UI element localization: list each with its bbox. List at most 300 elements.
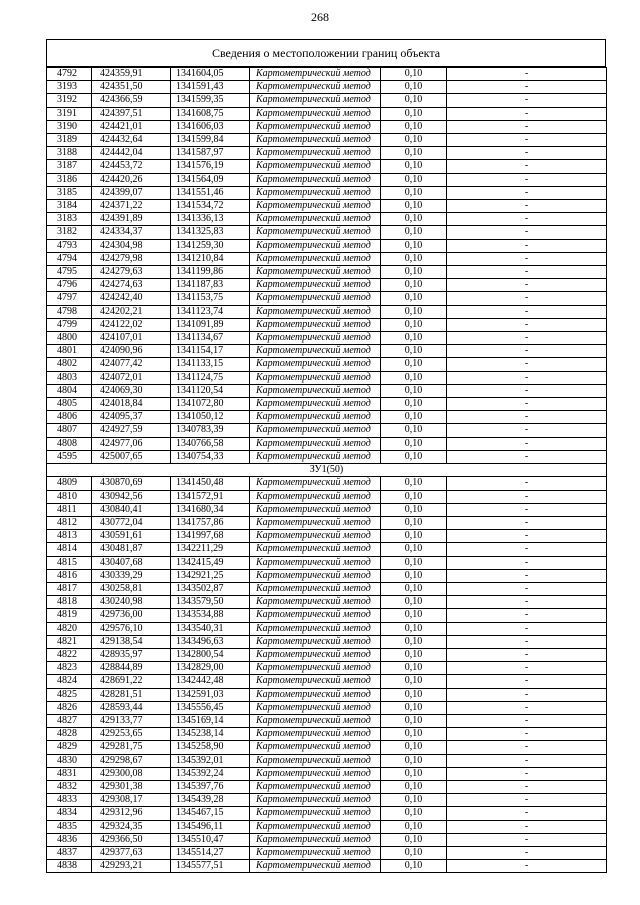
note-cell: - xyxy=(447,305,607,318)
table-row xyxy=(47,200,607,213)
accuracy-cell: 0,10 xyxy=(381,305,447,318)
x-coordinate-cell: 424421,01 xyxy=(92,120,171,133)
note-cell: - xyxy=(447,556,607,569)
y-coordinate-cell: 1341091,89 xyxy=(171,318,250,331)
y-coordinate-cell: 1342921,25 xyxy=(171,569,250,582)
method-cell: Картометрический метод xyxy=(250,820,381,833)
note-cell: - xyxy=(447,173,607,186)
y-coordinate-cell: 1341154,17 xyxy=(171,345,250,358)
note-cell: - xyxy=(447,754,607,767)
x-coordinate-cell: 424351,50 xyxy=(92,81,171,94)
method-cell: Картометрический метод xyxy=(250,371,381,384)
accuracy-cell: 0,10 xyxy=(381,398,447,411)
x-coordinate-cell: 424072,01 xyxy=(92,371,171,384)
accuracy-cell: 0,10 xyxy=(381,556,447,569)
method-cell: Картометрический метод xyxy=(250,780,381,793)
x-coordinate-cell: 429308,17 xyxy=(92,794,171,807)
x-coordinate-cell: 430942,56 xyxy=(92,490,171,503)
method-cell: Картометрический метод xyxy=(250,754,381,767)
x-coordinate-cell: 430339,29 xyxy=(92,569,171,582)
y-coordinate-cell: 1342591,03 xyxy=(171,688,250,701)
accuracy-cell: 0,10 xyxy=(381,411,447,424)
accuracy-cell: 0,10 xyxy=(381,767,447,780)
point-number-cell: 3189 xyxy=(47,134,92,147)
x-coordinate-cell: 430772,04 xyxy=(92,516,171,529)
table-row xyxy=(47,134,607,147)
y-coordinate-cell: 1345510,47 xyxy=(171,833,250,846)
y-coordinate-cell: 1340754,33 xyxy=(171,450,250,463)
method-cell: Картометрический метод xyxy=(250,160,381,173)
note-cell: - xyxy=(447,200,607,213)
method-cell: Картометрический метод xyxy=(250,107,381,120)
method-cell: Картометрический метод xyxy=(250,120,381,133)
y-coordinate-cell: 1341604,05 xyxy=(171,68,250,81)
y-coordinate-cell: 1341050,12 xyxy=(171,411,250,424)
method-cell: Картометрический метод xyxy=(250,411,381,424)
table-row xyxy=(47,490,607,503)
accuracy-cell: 0,10 xyxy=(381,437,447,450)
coordinates-table xyxy=(46,67,607,873)
y-coordinate-cell: 1345514,27 xyxy=(171,846,250,859)
table-row xyxy=(47,807,607,820)
table-row xyxy=(47,107,607,120)
method-cell: Картометрический метод xyxy=(250,582,381,595)
method-cell: Картометрический метод xyxy=(250,450,381,463)
method-cell: Картометрический метод xyxy=(250,767,381,780)
table-row xyxy=(47,846,607,859)
note-cell: - xyxy=(447,186,607,199)
point-number-cell: 4825 xyxy=(47,688,92,701)
note-cell: - xyxy=(447,807,607,820)
note-cell: - xyxy=(447,398,607,411)
note-cell: - xyxy=(447,596,607,609)
x-coordinate-cell: 424977,06 xyxy=(92,437,171,450)
point-number-cell: 3182 xyxy=(47,226,92,239)
accuracy-cell: 0,10 xyxy=(381,384,447,397)
y-coordinate-cell: 1345577,51 xyxy=(171,860,250,873)
accuracy-cell: 0,10 xyxy=(381,820,447,833)
accuracy-cell: 0,10 xyxy=(381,543,447,556)
accuracy-cell: 0,10 xyxy=(381,81,447,94)
method-cell: Картометрический метод xyxy=(250,516,381,529)
point-number-cell: 4824 xyxy=(47,675,92,688)
method-cell: Картометрический метод xyxy=(250,569,381,582)
table-row xyxy=(47,450,607,463)
accuracy-cell: 0,10 xyxy=(381,371,447,384)
note-cell: - xyxy=(447,134,607,147)
note-cell: - xyxy=(447,490,607,503)
accuracy-cell: 0,10 xyxy=(381,780,447,793)
x-coordinate-cell: 424927,59 xyxy=(92,424,171,437)
x-coordinate-cell: 425007,65 xyxy=(92,450,171,463)
method-cell: Картометрический метод xyxy=(250,833,381,846)
accuracy-cell: 0,10 xyxy=(381,332,447,345)
note-cell: - xyxy=(447,450,607,463)
point-number-cell: 4823 xyxy=(47,662,92,675)
method-cell: Картометрический метод xyxy=(250,675,381,688)
accuracy-cell: 0,10 xyxy=(381,134,447,147)
table-row xyxy=(47,160,607,173)
note-cell: - xyxy=(447,609,607,622)
method-cell: Картометрический метод xyxy=(250,186,381,199)
note-cell: - xyxy=(447,332,607,345)
y-coordinate-cell: 1340783,39 xyxy=(171,424,250,437)
y-coordinate-cell: 1340766,58 xyxy=(171,437,250,450)
accuracy-cell: 0,10 xyxy=(381,107,447,120)
table-row xyxy=(47,596,607,609)
point-number-cell: 4828 xyxy=(47,728,92,741)
accuracy-cell: 0,10 xyxy=(381,701,447,714)
x-coordinate-cell: 429377,63 xyxy=(92,846,171,859)
point-number-cell: 4812 xyxy=(47,516,92,529)
method-cell: Картометрический метод xyxy=(250,424,381,437)
y-coordinate-cell: 1342415,49 xyxy=(171,556,250,569)
point-number-cell: 4830 xyxy=(47,754,92,767)
point-number-cell: 3187 xyxy=(47,160,92,173)
accuracy-cell: 0,10 xyxy=(381,807,447,820)
table-row xyxy=(47,569,607,582)
y-coordinate-cell: 1341153,75 xyxy=(171,292,250,305)
accuracy-cell: 0,10 xyxy=(381,450,447,463)
table-row xyxy=(47,68,607,81)
table-row xyxy=(47,147,607,160)
x-coordinate-cell: 430870,69 xyxy=(92,477,171,490)
table-row xyxy=(47,411,607,424)
table-row xyxy=(47,226,607,239)
y-coordinate-cell: 1345496,11 xyxy=(171,820,250,833)
table-row xyxy=(47,767,607,780)
table-row xyxy=(47,358,607,371)
y-coordinate-cell: 1342800,54 xyxy=(171,648,250,661)
table-row xyxy=(47,279,607,292)
y-coordinate-cell: 1341124,75 xyxy=(171,371,250,384)
y-coordinate-cell: 1343496,63 xyxy=(171,635,250,648)
x-coordinate-cell: 429293,21 xyxy=(92,860,171,873)
section-label: ЗУ1(50) xyxy=(47,464,607,477)
accuracy-cell: 0,10 xyxy=(381,266,447,279)
table-row xyxy=(47,662,607,675)
accuracy-cell: 0,10 xyxy=(381,622,447,635)
accuracy-cell: 0,10 xyxy=(381,147,447,160)
accuracy-cell: 0,10 xyxy=(381,424,447,437)
table-row xyxy=(47,833,607,846)
point-number-cell: 4803 xyxy=(47,371,92,384)
accuracy-cell: 0,10 xyxy=(381,173,447,186)
table-row xyxy=(47,173,607,186)
accuracy-cell: 0,10 xyxy=(381,345,447,358)
x-coordinate-cell: 424442,04 xyxy=(92,147,171,160)
accuracy-cell: 0,10 xyxy=(381,675,447,688)
point-number-cell: 3185 xyxy=(47,186,92,199)
x-coordinate-cell: 428844,89 xyxy=(92,662,171,675)
point-number-cell: 4794 xyxy=(47,252,92,265)
point-number-cell: 4802 xyxy=(47,358,92,371)
x-coordinate-cell: 424202,21 xyxy=(92,305,171,318)
x-coordinate-cell: 424366,59 xyxy=(92,94,171,107)
point-number-cell: 4829 xyxy=(47,741,92,754)
x-coordinate-cell: 424304,98 xyxy=(92,239,171,252)
table-row xyxy=(47,318,607,331)
point-number-cell: 4831 xyxy=(47,767,92,780)
y-coordinate-cell: 1345439,28 xyxy=(171,794,250,807)
y-coordinate-cell: 1341199,86 xyxy=(171,266,250,279)
method-cell: Картометрический метод xyxy=(250,332,381,345)
method-cell: Картометрический метод xyxy=(250,226,381,239)
method-cell: Картометрический метод xyxy=(250,490,381,503)
note-cell: - xyxy=(447,767,607,780)
x-coordinate-cell: 429138,54 xyxy=(92,635,171,648)
note-cell: - xyxy=(447,107,607,120)
y-coordinate-cell: 1345258,90 xyxy=(171,741,250,754)
accuracy-cell: 0,10 xyxy=(381,794,447,807)
y-coordinate-cell: 1341072,80 xyxy=(171,398,250,411)
x-coordinate-cell: 424391,89 xyxy=(92,213,171,226)
method-cell: Картометрический метод xyxy=(250,398,381,411)
note-cell: - xyxy=(447,582,607,595)
note-cell: - xyxy=(447,239,607,252)
accuracy-cell: 0,10 xyxy=(381,292,447,305)
x-coordinate-cell: 430240,98 xyxy=(92,596,171,609)
table-row xyxy=(47,780,607,793)
accuracy-cell: 0,10 xyxy=(381,569,447,582)
point-number-cell: 4800 xyxy=(47,332,92,345)
y-coordinate-cell: 1341336,13 xyxy=(171,213,250,226)
y-coordinate-cell: 1342829,00 xyxy=(171,662,250,675)
x-coordinate-cell: 424399,07 xyxy=(92,186,171,199)
note-cell: - xyxy=(447,266,607,279)
note-cell: - xyxy=(447,648,607,661)
x-coordinate-cell: 430258,81 xyxy=(92,582,171,595)
note-cell: - xyxy=(447,662,607,675)
note-cell: - xyxy=(447,820,607,833)
point-number-cell: 3186 xyxy=(47,173,92,186)
accuracy-cell: 0,10 xyxy=(381,741,447,754)
accuracy-cell: 0,10 xyxy=(381,582,447,595)
accuracy-cell: 0,10 xyxy=(381,596,447,609)
table-row xyxy=(47,582,607,595)
table-row xyxy=(47,437,607,450)
accuracy-cell: 0,10 xyxy=(381,714,447,727)
accuracy-cell: 0,10 xyxy=(381,728,447,741)
method-cell: Картометрический метод xyxy=(250,68,381,81)
table-row xyxy=(47,305,607,318)
x-coordinate-cell: 424432,64 xyxy=(92,134,171,147)
note-cell: - xyxy=(447,635,607,648)
point-number-cell: 4792 xyxy=(47,68,92,81)
y-coordinate-cell: 1341120,54 xyxy=(171,384,250,397)
accuracy-cell: 0,10 xyxy=(381,186,447,199)
table-row xyxy=(47,543,607,556)
accuracy-cell: 0,10 xyxy=(381,490,447,503)
y-coordinate-cell: 1341551,46 xyxy=(171,186,250,199)
point-number-cell: 4796 xyxy=(47,279,92,292)
point-number-cell: 3191 xyxy=(47,107,92,120)
method-cell: Картометрический метод xyxy=(250,556,381,569)
table-row xyxy=(47,371,607,384)
method-cell: Картометрический метод xyxy=(250,200,381,213)
point-number-cell: 4834 xyxy=(47,807,92,820)
table-row xyxy=(47,622,607,635)
note-cell: - xyxy=(447,160,607,173)
x-coordinate-cell: 429324,35 xyxy=(92,820,171,833)
note-cell: - xyxy=(447,437,607,450)
accuracy-cell: 0,10 xyxy=(381,635,447,648)
accuracy-cell: 0,10 xyxy=(381,318,447,331)
note-cell: - xyxy=(447,279,607,292)
note-cell: - xyxy=(447,688,607,701)
point-number-cell: 4806 xyxy=(47,411,92,424)
accuracy-cell: 0,10 xyxy=(381,239,447,252)
method-cell: Картометрический метод xyxy=(250,609,381,622)
point-number-cell: 3184 xyxy=(47,200,92,213)
y-coordinate-cell: 1343534,88 xyxy=(171,609,250,622)
table-row xyxy=(47,701,607,714)
method-cell: Картометрический метод xyxy=(250,543,381,556)
table-row xyxy=(47,120,607,133)
point-number-cell: 3188 xyxy=(47,147,92,160)
x-coordinate-cell: 430591,61 xyxy=(92,530,171,543)
y-coordinate-cell: 1342442,48 xyxy=(171,675,250,688)
y-coordinate-cell: 1343579,50 xyxy=(171,596,250,609)
table-row xyxy=(47,266,607,279)
point-number-cell: 3190 xyxy=(47,120,92,133)
method-cell: Картометрический метод xyxy=(250,688,381,701)
point-number-cell: 4799 xyxy=(47,318,92,331)
x-coordinate-cell: 424077,42 xyxy=(92,358,171,371)
note-cell: - xyxy=(447,701,607,714)
y-coordinate-cell: 1341576,19 xyxy=(171,160,250,173)
x-coordinate-cell: 424359,91 xyxy=(92,68,171,81)
note-cell: - xyxy=(447,358,607,371)
point-number-cell: 3183 xyxy=(47,213,92,226)
method-cell: Картометрический метод xyxy=(250,662,381,675)
table-row xyxy=(47,345,607,358)
x-coordinate-cell: 429133,77 xyxy=(92,714,171,727)
table-row xyxy=(47,384,607,397)
y-coordinate-cell: 1343502,87 xyxy=(171,582,250,595)
point-number-cell: 4797 xyxy=(47,292,92,305)
method-cell: Картометрический метод xyxy=(250,173,381,186)
x-coordinate-cell: 429300,08 xyxy=(92,767,171,780)
method-cell: Картометрический метод xyxy=(250,503,381,516)
method-cell: Картометрический метод xyxy=(250,794,381,807)
note-cell: - xyxy=(447,530,607,543)
table-row xyxy=(47,556,607,569)
x-coordinate-cell: 429366,50 xyxy=(92,833,171,846)
method-cell: Картометрический метод xyxy=(250,596,381,609)
point-number-cell: 4804 xyxy=(47,384,92,397)
accuracy-cell: 0,10 xyxy=(381,754,447,767)
x-coordinate-cell: 424090,96 xyxy=(92,345,171,358)
x-coordinate-cell: 429281,75 xyxy=(92,741,171,754)
method-cell: Картометрический метод xyxy=(250,384,381,397)
accuracy-cell: 0,10 xyxy=(381,516,447,529)
accuracy-cell: 0,10 xyxy=(381,226,447,239)
note-cell: - xyxy=(447,252,607,265)
method-cell: Картометрический метод xyxy=(250,635,381,648)
point-number-cell: 4837 xyxy=(47,846,92,859)
table-row xyxy=(47,424,607,437)
point-number-cell: 4838 xyxy=(47,860,92,873)
x-coordinate-cell: 424371,22 xyxy=(92,200,171,213)
point-number-cell: 4819 xyxy=(47,609,92,622)
y-coordinate-cell: 1345397,76 xyxy=(171,780,250,793)
note-cell: - xyxy=(447,543,607,556)
note-cell: - xyxy=(447,411,607,424)
point-number-cell: 4833 xyxy=(47,794,92,807)
point-number-cell: 4817 xyxy=(47,582,92,595)
note-cell: - xyxy=(447,226,607,239)
point-number-cell: 4815 xyxy=(47,556,92,569)
method-cell: Картометрический метод xyxy=(250,437,381,450)
note-cell: - xyxy=(447,345,607,358)
method-cell: Картометрический метод xyxy=(250,292,381,305)
section-separator xyxy=(47,464,607,477)
x-coordinate-cell: 424107,01 xyxy=(92,332,171,345)
y-coordinate-cell: 1341757,86 xyxy=(171,516,250,529)
x-coordinate-cell: 428593,44 xyxy=(92,701,171,714)
y-coordinate-cell: 1345238,14 xyxy=(171,728,250,741)
y-coordinate-cell: 1341133,15 xyxy=(171,358,250,371)
x-coordinate-cell: 429301,38 xyxy=(92,780,171,793)
table-row xyxy=(47,728,607,741)
y-coordinate-cell: 1341572,91 xyxy=(171,490,250,503)
method-cell: Картометрический метод xyxy=(250,807,381,820)
point-number-cell: 4805 xyxy=(47,398,92,411)
table-row xyxy=(47,741,607,754)
y-coordinate-cell: 1341450,48 xyxy=(171,477,250,490)
point-number-cell: 4821 xyxy=(47,635,92,648)
x-coordinate-cell: 424242,40 xyxy=(92,292,171,305)
method-cell: Картометрический метод xyxy=(250,345,381,358)
method-cell: Картометрический метод xyxy=(250,860,381,873)
note-cell: - xyxy=(447,477,607,490)
x-coordinate-cell: 424334,37 xyxy=(92,226,171,239)
note-cell: - xyxy=(447,94,607,107)
accuracy-cell: 0,10 xyxy=(381,833,447,846)
note-cell: - xyxy=(447,503,607,516)
accuracy-cell: 0,10 xyxy=(381,252,447,265)
note-cell: - xyxy=(447,675,607,688)
table-row xyxy=(47,609,607,622)
x-coordinate-cell: 424279,63 xyxy=(92,266,171,279)
table-title: Сведения о местоположении границ объекта xyxy=(46,39,606,67)
x-coordinate-cell: 424279,98 xyxy=(92,252,171,265)
point-number-cell: 4835 xyxy=(47,820,92,833)
note-cell: - xyxy=(447,318,607,331)
note-cell: - xyxy=(447,622,607,635)
note-cell: - xyxy=(447,424,607,437)
table-row xyxy=(47,820,607,833)
point-number-cell: 4798 xyxy=(47,305,92,318)
method-cell: Картометрический метод xyxy=(250,728,381,741)
point-number-cell: 4811 xyxy=(47,503,92,516)
note-cell: - xyxy=(447,516,607,529)
accuracy-cell: 0,10 xyxy=(381,846,447,859)
y-coordinate-cell: 1345392,01 xyxy=(171,754,250,767)
accuracy-cell: 0,10 xyxy=(381,279,447,292)
point-number-cell: 4820 xyxy=(47,622,92,635)
accuracy-cell: 0,10 xyxy=(381,860,447,873)
x-coordinate-cell: 428691,22 xyxy=(92,675,171,688)
method-cell: Картометрический метод xyxy=(250,530,381,543)
point-number-cell: 4827 xyxy=(47,714,92,727)
point-number-cell: 4807 xyxy=(47,424,92,437)
table-row xyxy=(47,332,607,345)
y-coordinate-cell: 1341123,74 xyxy=(171,305,250,318)
x-coordinate-cell: 430407,68 xyxy=(92,556,171,569)
table-row xyxy=(47,398,607,411)
